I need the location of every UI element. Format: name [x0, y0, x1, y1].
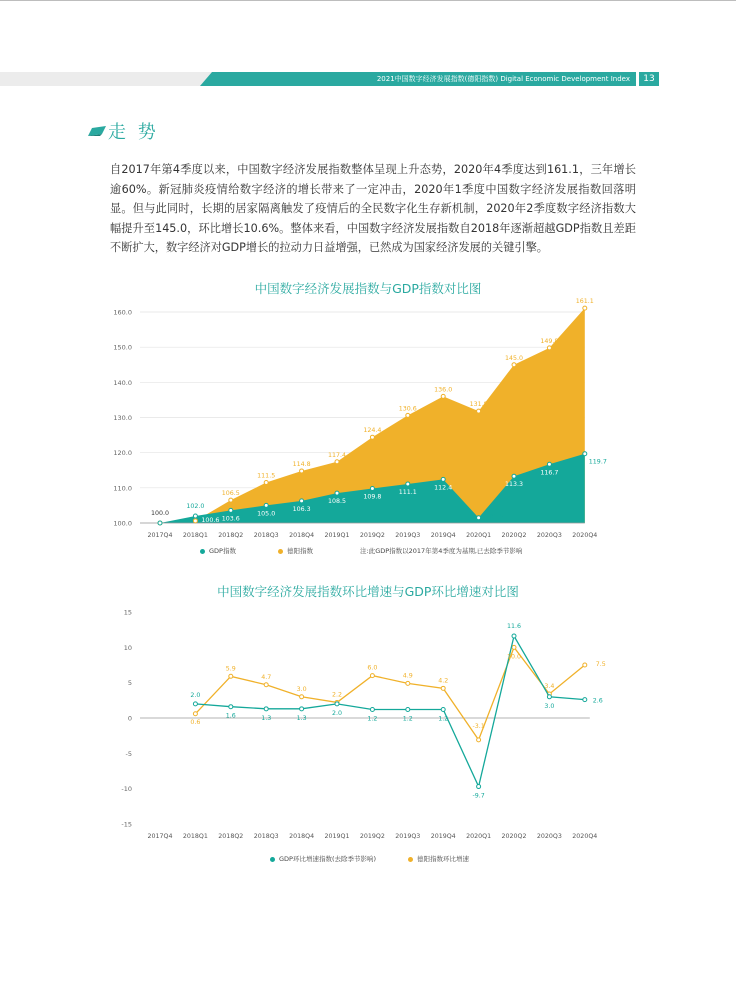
chart2-xtick-label: 2018Q3: [253, 833, 279, 840]
chart2-point-deyang: [512, 645, 516, 649]
chart2-ytick-label: 15: [123, 608, 132, 617]
chart2-point-deyang: [370, 674, 374, 678]
chart1-xtick-label: 2017Q4: [147, 532, 173, 539]
legend-deyang-growth-swatch: [408, 857, 413, 862]
chart2-label-gdp: 1.2: [367, 715, 378, 723]
chart1-point-deyang: [193, 519, 197, 523]
chart1-label-deyang: 145.0: [504, 354, 524, 362]
chart2-legend: [0, 854, 736, 864]
chart2-xtick-label: 2017Q4: [147, 833, 173, 840]
chart1-xtick-label: 2019Q1: [324, 532, 350, 539]
chart2-label-gdp: 2.0: [331, 709, 343, 717]
section-title: 走 势: [108, 122, 159, 143]
chart1-point-gdp: [477, 516, 481, 520]
chart1-point-deyang: [547, 346, 551, 350]
chart2-label-deyang: 5.9: [225, 665, 236, 673]
legend-gdp-growth-swatch: [270, 857, 275, 862]
chart2-xtick-label: 2018Q1: [182, 833, 208, 840]
chart2-point-gdp: [370, 708, 374, 712]
chart1-note: 注:此GDP指数以2017年第4季度为基期,已去除季节影响: [360, 547, 523, 555]
chart2-line-gdp: [195, 636, 584, 787]
page-number: 13: [639, 72, 659, 86]
chart2-point-gdp: [547, 695, 551, 699]
header-grey-bar: [0, 72, 215, 86]
chart2: [0, 600, 736, 850]
chart2-point-deyang: [441, 686, 445, 690]
chart2-point-deyang: [193, 712, 197, 716]
chart1-label-deyang: 124.4: [363, 427, 382, 435]
top-rule: [0, 0, 736, 1]
chart2-label-deyang: 4.7: [261, 673, 272, 681]
chart2-point-gdp: [512, 634, 516, 638]
chart1-label-gdp: 100.0: [150, 510, 170, 517]
chart2-label-gdp: -9.7: [472, 792, 485, 800]
chart1-xtick-label: 2018Q3: [253, 532, 279, 539]
chart2-point-gdp: [335, 702, 339, 706]
chart1-point-deyang: [512, 363, 516, 367]
chart1-point-gdp: [547, 462, 551, 466]
chart2-xtick-label: 2020Q1: [466, 833, 492, 840]
chart1-point-deyang: [370, 435, 374, 439]
chart2-label-deyang: 6.0: [367, 664, 378, 672]
chart2-point-deyang: [264, 683, 268, 687]
chart2-ytick-label: -15: [121, 820, 132, 829]
chart1-point-deyang: [406, 413, 410, 417]
chart2-xtick-label: 2019Q4: [430, 833, 456, 840]
chart1-point-deyang: [229, 498, 233, 502]
chart1-xtick-label: 2020Q2: [501, 532, 527, 539]
legend-gdp-growth: [270, 854, 376, 863]
chart1-ytick-label: 100.0: [113, 519, 132, 528]
chart2-ytick-label: 10: [123, 643, 132, 652]
chart1-label-gdp: 101.5: [485, 513, 504, 521]
chart1-label-deyang: 106.5: [221, 490, 240, 498]
chart2-label-gdp: 1.6: [225, 712, 236, 720]
chart2-label-deyang: -3.1: [472, 722, 485, 730]
chart2-title: 中国数字经济发展指数环比增速与GDP环比增速对比图: [217, 584, 519, 599]
chart1-point-gdp: [406, 482, 410, 486]
chart2-point-deyang: [477, 738, 481, 742]
chart1-xtick-label: 2018Q2: [218, 532, 244, 539]
chart2-xtick-label: 2018Q4: [289, 833, 315, 840]
legend-deyang-swatch: [278, 549, 283, 554]
chart1-point-deyang: [477, 409, 481, 413]
legend-gdp: [200, 546, 236, 555]
chart2-label-gdp: 1.2: [438, 715, 449, 723]
chart2-xtick-label: 2018Q2: [218, 833, 244, 840]
chart1: [0, 296, 736, 546]
chart1-xtick-label: 2020Q1: [466, 532, 492, 539]
chart1-ytick-label: 160.0: [113, 308, 132, 317]
chart2-label-deyang: 10.0: [506, 653, 522, 661]
chart2-point-gdp: [264, 707, 268, 711]
chart1-label-deyang: 131.8: [469, 401, 488, 409]
chart1-label-deyang: 149.8: [540, 337, 559, 345]
chart2-label-deyang: 2.2: [331, 691, 343, 699]
chart2-label-deyang: 4.2: [438, 677, 449, 685]
chart1-label-gdp: 113.3: [504, 481, 524, 489]
chart1-ytick-label: 140.0: [113, 378, 132, 387]
chart1-label-deyang: 136.0: [434, 386, 453, 394]
chart1-label-gdp: 111.1: [398, 488, 417, 496]
section-arrow-icon: [88, 126, 106, 136]
chart1-point-deyang: [264, 481, 268, 485]
chart1-title: 中国数字经济发展指数与GDP指数对比图: [254, 281, 482, 296]
legend-deyang-growth-label: 德阳指数环比增速: [417, 855, 469, 863]
chart2-label-deyang: 0.6: [190, 718, 201, 726]
legend-deyang-label: 德阳指数: [287, 547, 313, 555]
chart1-legend: [0, 546, 736, 556]
chart1-point-gdp: [441, 477, 445, 481]
legend-deyang-growth: [408, 854, 469, 863]
chart2-ytick-label: -5: [125, 749, 132, 758]
chart2-point-gdp: [229, 705, 233, 709]
chart2-line-deyang: [195, 647, 584, 740]
chart2-point-deyang: [583, 663, 587, 667]
chart1-ytick-label: 150.0: [113, 343, 132, 352]
chart1-label-gdp: 109.8: [363, 493, 382, 501]
chart2-label-deyang: 3.0: [296, 685, 307, 693]
chart1-point-gdp: [300, 499, 304, 503]
chart2-label-gdp: 11.6: [506, 623, 522, 631]
chart1-xtick-label: 2019Q3: [395, 532, 421, 539]
chart1-label-gdp: 112.4: [434, 484, 453, 492]
legend-gdp-swatch: [200, 549, 205, 554]
chart1-label-gdp: 102.0: [186, 502, 205, 510]
chart1-label-deyang: 114.8: [292, 460, 311, 468]
chart2-point-gdp: [300, 707, 304, 711]
chart1-label-deyang: 161.1: [575, 298, 594, 306]
chart1-point-gdp: [229, 508, 233, 512]
chart2-point-gdp: [406, 708, 410, 712]
chart2-label-gdp: 1.3: [296, 714, 307, 722]
chart2-point-deyang: [300, 695, 304, 699]
header-text: 2021中国数字经济发展指数(德阳指数) Digital Economic Development Index: [376, 75, 630, 83]
chart2-ytick-label: -10: [121, 785, 132, 794]
chart1-point-gdp: [335, 491, 339, 495]
chart2-point-gdp: [477, 785, 481, 789]
chart2-xtick-label: 2019Q3: [395, 833, 421, 840]
chart1-point-gdp: [512, 474, 516, 478]
chart1-label-deyang: 130.6: [398, 405, 417, 413]
chart1-label-deyang: 117.4: [327, 451, 347, 459]
chart2-label-gdp: 2.0: [190, 691, 201, 699]
chart2-label-gdp: 3.0: [544, 702, 555, 710]
chart2-label-gdp: 2.6: [592, 697, 603, 705]
chart2-point-gdp: [441, 708, 445, 712]
chart2-label-gdp: 1.2: [402, 715, 413, 723]
chart1-xtick-label: 2018Q1: [182, 532, 208, 539]
chart1-point-gdp: [158, 521, 162, 525]
chart1-point-gdp: [264, 503, 268, 507]
chart1-label-deyang: 100.6: [201, 516, 220, 524]
chart1-xtick-label: 2018Q4: [289, 532, 315, 539]
chart2-xtick-label: 2020Q2: [501, 833, 527, 840]
chart2-label-deyang: 3.4: [544, 682, 555, 690]
chart1-xtick-label: 2020Q3: [536, 532, 562, 539]
chart2-point-gdp: [583, 698, 587, 702]
chart1-ytick-label: 110.0: [113, 484, 132, 493]
chart2-label-deyang: 7.5: [595, 661, 606, 668]
chart2-point-gdp: [193, 702, 197, 706]
chart1-ytick-label: 120.0: [113, 449, 132, 458]
intro-paragraph: 自2017年第4季度以来，中国数字经济发展指数整体呈现上升态势，2020年4季度达到161.1，三年增长逾60%。新冠肺炎疫情给数字经济的增长带来了一定冲击，2020年1季度中国数字经济发展指数回落明显。但与此同时，长期的居家隔离触发了疫情后的全民数字化生存新机制，2020年2季度数字经济指数大幅提升至145.0，环比增长10.6%。整体来看，中国数字经济发展指数自2018年逐渐超越GDP指数且差距不断扩大，数字经济对GDP增长的拉动力日益增强，已然成为国家经济发展的关键引擎。: [110, 163, 636, 254]
chart2-label-deyang: 4.9: [402, 672, 413, 680]
chart1-xtick-label: 2019Q4: [430, 532, 456, 539]
legend-gdp-label: GDP指数: [209, 547, 236, 555]
legend-gdp-growth-label: GDP环比增速指数(去除季节影响): [279, 855, 377, 863]
chart2-ytick-label: 5: [127, 679, 132, 688]
chart1-label-gdp: 119.7: [588, 458, 607, 466]
chart1-label-gdp: 116.7: [540, 469, 559, 477]
chart2-xtick-label: 2019Q2: [359, 833, 385, 840]
chart1-point-gdp: [193, 514, 197, 518]
chart1-xtick-label: 2020Q4: [572, 532, 598, 539]
chart1-point-deyang: [300, 469, 304, 473]
legend-deyang: [278, 546, 313, 555]
chart2-xtick-label: 2019Q1: [324, 833, 350, 840]
chart1-point-deyang: [441, 394, 445, 398]
chart1-xtick-label: 2019Q2: [359, 532, 385, 539]
chart1-label-gdp: 108.5: [327, 498, 347, 506]
chart1-point-deyang: [583, 306, 587, 310]
chart1-point-gdp: [370, 487, 374, 491]
chart2-point-deyang: [406, 681, 410, 685]
chart1-point-deyang: [335, 460, 339, 464]
chart2-ytick-label: 0: [127, 714, 132, 723]
chart2-label-gdp: 1.3: [261, 714, 272, 722]
chart1-label-gdp: 106.3: [292, 505, 311, 513]
chart1-label-deyang: 111.5: [257, 472, 276, 480]
chart1-ytick-label: 130.0: [113, 414, 132, 422]
chart2-xtick-label: 2020Q4: [572, 833, 598, 840]
chart2-xtick-label: 2020Q3: [536, 833, 562, 840]
chart1-label-gdp: 103.6: [221, 515, 240, 523]
chart1-label-gdp: 105.0: [257, 510, 276, 518]
chart1-point-gdp: [583, 452, 587, 456]
page-header: [0, 72, 736, 88]
chart2-point-deyang: [229, 674, 233, 678]
